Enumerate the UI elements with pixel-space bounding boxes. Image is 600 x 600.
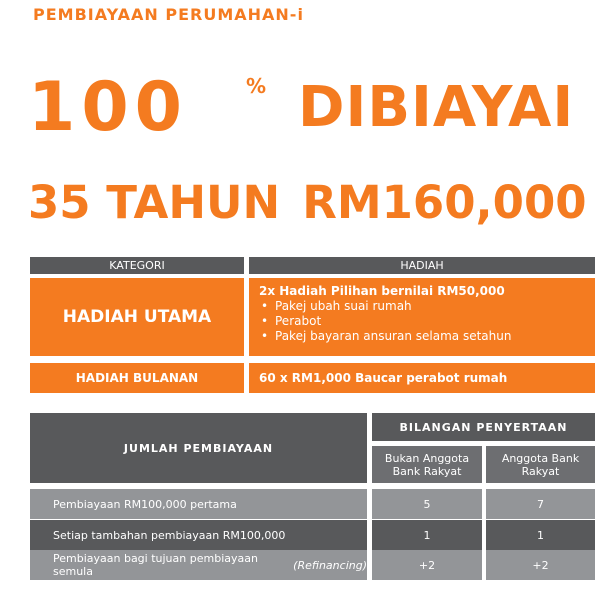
amount-text: RM160,000 [302,176,587,229]
table-row-label: Setiap tambahan pembiayaan RM100,000 [30,520,367,550]
header-jumlah-pembiayaan: JUMLAH PEMBIAYAAN [30,413,367,483]
prize-detail-utama [249,278,595,356]
percent-sign: % [246,74,267,98]
table-cell-bukan: 5 [372,489,482,519]
subheader-anggota: Anggota Bank Rakyat [486,446,595,483]
table-cell-anggota: 7 [486,489,595,519]
prize-item: • Perabot [275,314,595,329]
header-hadiah: HADIAH [249,257,595,274]
header-bilangan-penyertaan: BILANGAN PENYERTAAN [372,413,595,441]
header-kategori: KATEGORI [30,257,244,274]
subheader-bukan-anggota: Bukan Anggota Bank Rakyat [372,446,482,483]
headline-financing-percent [28,68,575,148]
prize-headline: 2x Hadiah Pilihan bernilai RM50,000 [259,284,505,298]
tenure-text: 35 TAHUN [28,176,281,229]
table-cell-bukan: 1 [372,520,482,550]
dibiayai-text: DIBIAYAI [298,75,575,140]
prize-item: • Pakej bayaran ansuran selama setahun [275,329,595,344]
table-cell-anggota: +2 [486,550,595,580]
table-cell-anggota: 1 [486,520,595,550]
category-hadiah-utama: HADIAH UTAMA [30,278,244,356]
headline-tenure-amount [28,168,587,238]
page-title: PEMBIAYAAN PERUMAHAN-i [33,5,304,24]
big-number: 100 [28,68,188,147]
prize-list [259,299,595,344]
row-label-italic: (Refinancing) [293,558,367,572]
table-row-label: Pembiayaan RM100,000 pertama [30,489,367,519]
table-cell-bukan: +2 [372,550,482,580]
prize-item: • Pakej ubah suai rumah [275,299,595,314]
table-row-label [30,550,367,580]
prize-detail-bulanan: 60 x RM1,000 Baucar perabot rumah [249,363,595,393]
category-hadiah-bulanan: HADIAH BULANAN [30,363,244,393]
row-label-text: Pembiayaan bagi tujuan pembiayaan semula [53,552,258,578]
